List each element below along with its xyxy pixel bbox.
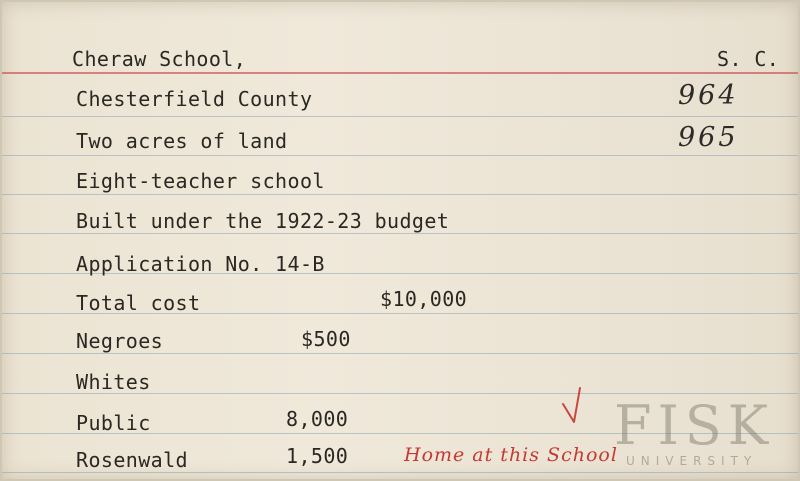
teachers-line: Eight-teacher school [76, 169, 325, 193]
budget-line: Built under the 1922-23 budget [76, 209, 450, 233]
ruled-line [2, 233, 798, 234]
handwritten-note: Home at this School [404, 444, 618, 466]
total-cost-label: Total cost [76, 291, 201, 315]
handwritten-number-964: 964 [678, 80, 739, 111]
ruled-line [2, 194, 798, 195]
rosenwald-value: 1,500 [286, 444, 349, 468]
ruled-line [2, 155, 798, 156]
fisk-university-watermark [614, 396, 794, 476]
handwritten-number-965: 965 [678, 122, 739, 153]
header-red-rule [2, 72, 798, 74]
application-line: Application No. 14-B [76, 252, 325, 276]
county-line: Chesterfield County [76, 87, 313, 111]
negroes-value: $500 [301, 327, 351, 351]
ruled-line [2, 116, 798, 117]
rosenwald-label: Rosenwald [76, 448, 188, 472]
index-card [2, 2, 798, 479]
red-check-mark-icon [560, 384, 590, 426]
negroes-label: Negroes [76, 329, 164, 353]
state-abbrev: S. C. [717, 47, 780, 71]
public-value: 8,000 [286, 407, 349, 431]
ruled-line [2, 353, 798, 354]
watermark-top: FISK [614, 394, 775, 457]
total-cost-value: $10,000 [380, 287, 468, 311]
watermark-bottom: UNIVERSITY [626, 454, 758, 468]
public-label: Public [76, 411, 151, 435]
whites-label: Whites [76, 370, 151, 394]
land-line: Two acres of land [76, 129, 288, 153]
school-name: Cheraw School, [72, 47, 247, 71]
